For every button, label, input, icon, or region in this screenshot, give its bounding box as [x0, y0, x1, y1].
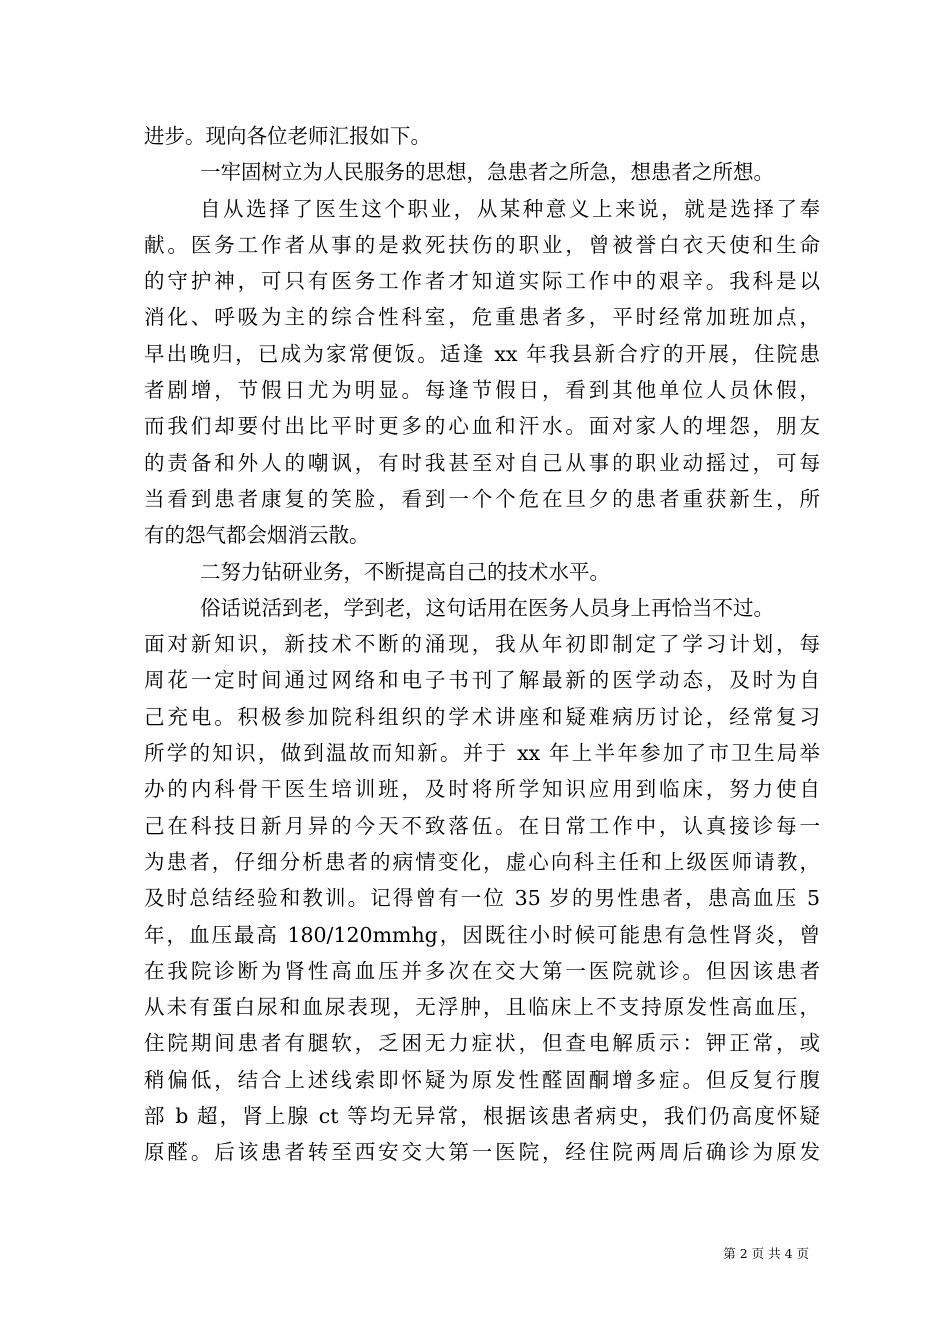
text-line: 面对新知识，新技术不断的涌现，我从年初即制定了学习计划，每	[144, 632, 820, 657]
text-line: 在我院诊断为肾性高血压并多次在交大第一医院就诊。但因该患者	[144, 958, 820, 983]
text-line: 稍偏低，结合上述线索即怀疑为原发性醛固酮增多症。但反复行腹	[144, 1067, 820, 1092]
text-line: 二努力钻研业务，不断提高自己的技术水平。	[200, 559, 610, 584]
text-line: 的守护神，可只有医务工作者才知道实际工作中的艰辛。我科是以	[144, 269, 820, 294]
text-line: 周花一定时间通过网络和电子书刊了解最新的医学动态，及时为自	[144, 668, 820, 693]
text-line: 为患者，仔细分析患者的病情变化，虚心向科主任和上级医师请教，	[144, 849, 820, 874]
text-line: 年，血压最高 180/120mmhg，因既往小时候可能患有急性肾炎，曾	[144, 922, 820, 947]
text-line: 己充电。积极参加院科组织的学术讲座和疑难病历讨论，经常复习	[144, 704, 820, 729]
text-line: 己在科技日新月异的今天不致落伍。在日常工作中，认真接诊每一	[144, 813, 820, 838]
text-line: 办的内科骨干医生培训班，及时将所学知识应用到临床，努力使自	[144, 777, 820, 802]
text-line: 早出晚归，已成为家常便饭。适逢 xx 年我县新合疗的开展，住院患	[144, 341, 820, 366]
text-line: 原醛。后该患者转至西安交大第一医院，经住院两周后确诊为原发	[144, 1140, 820, 1165]
text-line: 所学的知识，做到温故而知新。并于 xx 年上半年参加了市卫生局举	[144, 741, 820, 766]
text-line: 一牢固树立为人民服务的思想，急患者之所急，想患者之所想。	[200, 160, 774, 185]
text-line: 及时总结经验和教训。记得曾有一位 35 岁的男性患者，患高血压 5	[144, 886, 820, 911]
text-line: 献。医务工作者从事的是救死扶伤的职业，曾被誉白衣天使和生命	[144, 232, 820, 257]
page-number: 第 2 页 共 4 页	[723, 1246, 809, 1261]
text-line: 有的怨气都会烟消云散。	[144, 523, 370, 548]
text-line: 者剧增，节假日尤为明显。每逢节假日，看到其他单位人员休假，	[144, 378, 820, 403]
text-line: 而我们却要付出比平时更多的心血和汗水。面对家人的埋怨，朋友	[144, 414, 820, 439]
text-line: 俗话说活到老，学到老，这句话用在医务人员身上再恰当不过。	[200, 595, 774, 620]
text-line: 住院期间患者有腿软，乏困无力症状，但查电解质示：钾正常，或	[144, 1031, 820, 1056]
text-line: 消化、呼吸为主的综合性科室，危重患者多，平时经常加班加点，	[144, 305, 820, 330]
text-line: 从未有蛋白尿和血尿表现，无浮肿，且临床上不支持原发性高血压，	[144, 995, 820, 1020]
text-line: 的责备和外人的嘲讽，有时我甚至对自己从事的职业动摇过，可每	[144, 450, 820, 475]
text-line: 自从选择了医生这个职业，从某种意义上来说，就是选择了奉	[200, 196, 820, 221]
text-line: 部 b 超，肾上腺 ct 等均无异常，根据该患者病史，我们仍高度怀疑	[144, 1104, 820, 1129]
body-text	[144, 118, 820, 1171]
text-line: 进步。现向各位老师汇报如下。	[144, 124, 431, 148]
text-line: 当看到患者康复的笑脸，看到一个个危在旦夕的患者重获新生，所	[144, 486, 820, 511]
